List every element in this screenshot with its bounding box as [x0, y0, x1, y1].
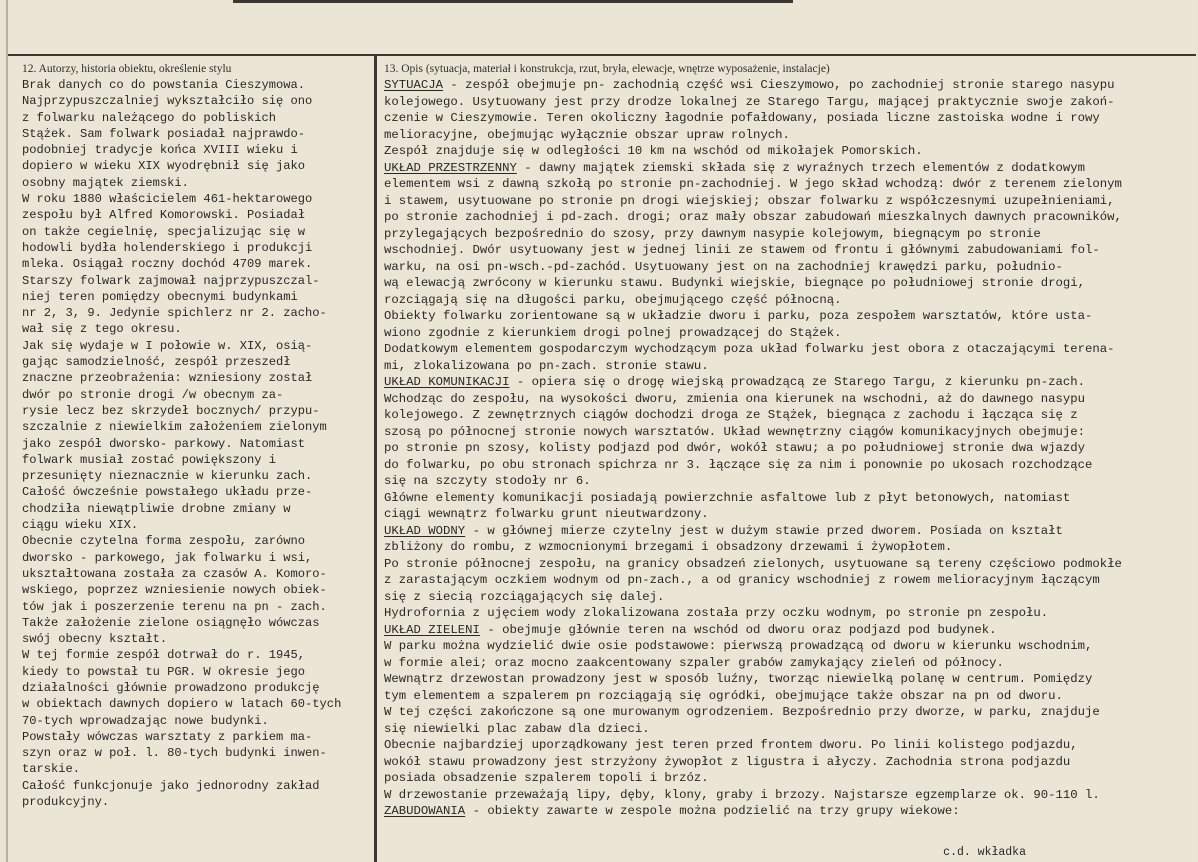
right-text-line	[384, 160, 1196, 177]
right-text-line	[384, 655, 1196, 672]
line-text: - w głównej mierze czytelny jest w dużym stawie przed dworem. Posiada on kształt	[465, 523, 1063, 538]
left-text-line: rysie lecz bez skrzydeł bocznych/ przypu-	[22, 403, 320, 418]
left-text-line: folwark musiał zostać powiększony i	[22, 452, 277, 467]
section-label: UKŁAD WODNY	[384, 523, 466, 538]
line-text: Zespół znajduje się w odległości 10 km na wschód od mikołajek Pomorskich.	[384, 144, 923, 158]
right-text-line	[384, 737, 1196, 754]
left-text-line: gając samodzielność, zespół przeszedł	[22, 355, 291, 370]
right-text-line	[384, 704, 1196, 721]
line-text: warku, na osi pn-wsch.-pd-zachód. Usytuowany jest on na zachodniej krawędzi parku, południo-	[384, 259, 1063, 274]
right-text-line	[384, 787, 1196, 804]
left-text-line: podobniej tradycje końca XVIII wieku i	[22, 143, 298, 158]
right-text-block	[384, 77, 1196, 820]
right-text-line	[384, 407, 1196, 424]
line-text: szosą po północnej stronie nowych warsztatów. Układ wewnętrzny ciągów komunikacyjnych obejmuje:	[384, 424, 1086, 439]
right-text-line	[384, 671, 1196, 688]
right-text-line	[384, 506, 1196, 523]
right-text-line	[384, 358, 1196, 375]
section-label: UKŁAD PRZESTRZENNY	[384, 160, 517, 175]
left-text-line: dopiero w wieku XIX wyodrębnił się jako	[22, 159, 306, 174]
left-text-line: dworsko - parkowego, jak folwarku i wsi,	[22, 550, 313, 565]
left-text-line: kiedy to powstał tu PGR. W okresie jego	[22, 664, 306, 679]
left-text-line: Jak się wydaje w I połowie w. XIX, osią-	[22, 338, 313, 353]
right-heading: 13. Opis (sytuacja, materiał i konstrukcja, rzut, bryła, elewacje, wnętrze wyposażenie, instalacje)	[384, 63, 830, 75]
left-text-line: ukształtowana została za czasów A. Komoro-	[22, 566, 327, 581]
line-text: wiono zgodnie z kierunkiem drogi polnej prowadzącej do Stążek.	[384, 325, 842, 340]
right-text-line	[384, 226, 1196, 243]
right-text-line	[384, 754, 1196, 771]
right-text-line	[384, 143, 1196, 160]
left-text-line: W roku 1880 właścicielem 461-hektarowego	[22, 192, 313, 207]
left-text-line: niej teren pomiędzy obecnymi budynkami	[22, 289, 298, 304]
right-text-line	[384, 259, 1196, 276]
left-text-block	[22, 77, 372, 810]
section-label: UKŁAD ZIELENI	[384, 622, 480, 637]
line-text: Główne elementy komunikacji posiadają powierzchnie asfaltowe lub z płyt betonowych, natomiast	[384, 490, 1071, 505]
line-text: się na szczyty stodoły nr 6.	[384, 474, 591, 488]
line-text: wokół stawu prowadzony jest strzyżony żywopłot z ligustra i ałyczy. Zachodnia strona podjazdu	[384, 754, 1071, 769]
left-text-line: 70-tych wprowadzając nowe budynki.	[22, 713, 269, 728]
left-text-line: Starszy folwark zajmował najprzypuszczal-	[22, 273, 320, 288]
left-text-line: wskiego, poprzez wzniesienie nowych obiek-	[22, 583, 327, 598]
left-text-line: z folwarku należącego do pobliskich	[22, 110, 277, 125]
line-text: W tej części zakończone są one murowanym ogrodzeniem. Bezpośrednio przy dworze, w parku, znajduje	[384, 705, 1100, 719]
section-label: UKŁAD KOMUNIKACJI	[384, 375, 510, 389]
line-text: Wchodząc do zespołu, na wysokości dworu, zmienia ona kierunek na wschodni, aż do dawnego nasypu	[384, 391, 1086, 406]
left-text-line: szczalnie z niewielkim założeniem zielonym	[22, 420, 327, 435]
line-text: się niewielki plac zabaw dla dzieci.	[384, 721, 650, 736]
top-rule	[8, 54, 1196, 56]
left-text-line: osobny majątek ziemski.	[22, 175, 189, 190]
left-text-line: znaczne przeobrażenia: wzniesiony został	[22, 371, 313, 386]
line-text: przylegających bezpośrednio do szosy, przy dawnym nasypie kolejowym, biegnącym po stronie	[384, 226, 1041, 241]
line-text: - obejmuje głównie teren na wschód od dworu oraz podjazd pod budynek.	[479, 622, 997, 637]
left-text-line: mleka. Osiągał roczny dochód 4709 marek.	[22, 257, 313, 272]
left-text-line: przesunięty nieznacznie w kierunku zach.	[22, 469, 313, 484]
left-column	[22, 62, 372, 810]
line-text: Obiekty folwarku zorientowane są w układzie dworu i parku, poza zespołem warsztatów, które usta-	[384, 309, 1093, 323]
line-text: Obecnie najbardziej uporządkowany jest teren przed frontem dworu. Po linii kolistego podjazdu,	[384, 738, 1078, 752]
left-text-line: Brak danych co do powstania Cieszymowa.	[22, 78, 306, 92]
left-text-line: w obiektach dawnych dopiero w latach 60-tych	[22, 697, 342, 712]
right-text-line	[384, 721, 1196, 738]
right-column	[384, 62, 1196, 820]
line-text: tym elementem a szpalerem pn rozciągają się ogródki, obejmujące także obszar na pn od dworu.	[384, 688, 1063, 703]
line-text: - dawny majątek ziemski składa się z wyraźnych trzech elementów z dodatkowym	[516, 160, 1086, 175]
section-label: SYTUACJA	[384, 78, 444, 92]
line-text: się z siecią rozciągających się dalej.	[384, 589, 665, 604]
left-text-line: hodowli bydła holenderskiego i produkcji	[22, 240, 313, 255]
right-text-line	[384, 424, 1196, 441]
line-text: W parku można wydzielić dwie osie podstawowe: pierwszą prowadzącą od dworu w kierunku wschodnim,	[384, 639, 1093, 653]
right-text-line	[384, 209, 1196, 226]
right-text-line	[384, 457, 1196, 474]
right-text-line	[384, 308, 1196, 325]
line-text: Hydrofornia z ujęciem wody zlokalizowana została przy oczku wodnym, po stronie pn zespołu.	[384, 606, 1049, 620]
line-text: w formie alei; oraz mocno zaakcentowany szpaler grabów zamykający zieleń od północy.	[384, 655, 1004, 670]
right-text-line	[384, 770, 1196, 787]
left-text-line: dwór po stronie drogi /w obecnym za-	[22, 387, 284, 402]
left-text-line: Stążek. Sam folwark posiadał najprawdo-	[22, 126, 306, 141]
left-text-line: Powstały wówczas warsztaty z parkiem ma-	[22, 729, 313, 744]
left-text-line: wał się z tego okresu.	[22, 322, 182, 337]
right-text-line	[384, 341, 1196, 358]
right-text-line	[384, 176, 1196, 193]
line-text: czenie w Cieszymowie. Teren okoliczny łagodnie pofałdowany, posiada liczne zastoiska wodne i rowy	[384, 111, 1100, 125]
left-text-line: jako zespół dworsko- parkowy. Natomiast	[22, 436, 306, 451]
left-text-line: zespołu był Alfred Komorowski. Posiadał	[22, 208, 306, 223]
line-text: - obiekty zawarte w zespole można podzielić na trzy grupy wiekowe:	[465, 804, 960, 818]
left-text-line: produkcyjny.	[22, 795, 110, 810]
left-text-line: szyn oraz w poł. l. 80-tych budynki inwen-	[22, 746, 327, 761]
left-heading: 12. Autorzy, historia obiektu, określenie stylu	[22, 63, 232, 75]
left-text-line: tarskie.	[22, 762, 81, 777]
line-text: rozciągają się na długości parku, obejmującego część północną.	[384, 292, 842, 307]
right-text-line	[384, 374, 1196, 391]
right-text-line	[384, 275, 1196, 292]
right-text-line	[384, 391, 1196, 408]
left-text-line: ciągu wieku XIX.	[22, 518, 139, 533]
line-text: z zarastającym oczkiem wodnym od pn-zach., a od granicy wschodniej z rowem melioracyjnym łączącym	[384, 573, 1100, 587]
right-text-line	[384, 440, 1196, 457]
right-text-line	[384, 473, 1196, 490]
line-text: zbliżony do rombu, z wzmocnionymi brzegami i obsadzony drzewami i żywopłotem.	[384, 540, 953, 554]
continuation-note: c.d. wkładka	[943, 846, 1026, 859]
line-text: Dodatkowym elementem gospodarczym wychodzącym poza układ folwarku jest obora z otaczającymi terena-	[384, 342, 1115, 356]
line-text: i stawem, usytuowane po stronie pn drogi wiejskiej; obszar folwarku z współczesnymi uzupełnieniami,	[384, 193, 1115, 208]
right-text-line	[384, 77, 1196, 94]
document-sheet	[6, 0, 1196, 862]
line-text: do folwarku, po obu stronach spichrza nr 3. łączące się za nim i ponownie po ukosach rozchodzące	[384, 457, 1093, 472]
right-text-line	[384, 605, 1196, 622]
right-text-line	[384, 638, 1196, 655]
left-text-line: Najprzypuszczalniej wykształciło się ono	[22, 94, 313, 109]
line-text: melioracyjne, obejmując wyłącznie obszar upraw rolnych.	[384, 127, 790, 142]
line-text: ciągi wewnątrz folwarku grunt nieutwardzony.	[384, 507, 709, 521]
right-text-line	[384, 490, 1196, 507]
right-text-line	[384, 688, 1196, 705]
top-rule-stub	[233, 0, 793, 3]
right-text-line	[384, 622, 1196, 639]
right-text-line	[384, 572, 1196, 589]
right-text-line	[384, 110, 1196, 127]
line-text: posiada obsadzenie szpalerem topoli i brzóz.	[384, 771, 709, 785]
left-text-line: nr 2, 3, 9. Jedynie spichlerz nr 2. zacho-	[22, 306, 327, 321]
line-text: po stronie zachodniej i pd-zach. drogi; oraz mały obszar zabudowań mieszkalnych dawnych pracowników,	[384, 210, 1122, 224]
right-text-line	[384, 193, 1196, 210]
left-text-line: Obecnie czytelna forma zespołu, zarówno	[22, 534, 306, 549]
line-text: po stronie pn szosy, kolisty podjazd pod dwór, wokół stawu; a po południowej stronie dwa wjazdy	[384, 441, 1086, 455]
left-text-line: Także założenie zielone osiągnęło wówczas	[22, 615, 320, 630]
section-label: ZABUDOWANIA	[384, 804, 466, 818]
right-text-line	[384, 242, 1196, 259]
right-text-line	[384, 94, 1196, 111]
right-text-line	[384, 803, 1196, 820]
right-text-line	[384, 556, 1196, 573]
line-text: - zespół obejmuje pn- zachodnią część wsi Cieszymowo, po zachodniej stronie starego nasypu	[443, 78, 1115, 92]
line-text: wą elewacją zwrócony w kierunku stawu. Budynki wiejskie, biegnące po południowej stronie drogi,	[384, 276, 1086, 290]
line-text: Wewnątrz drzewostan prowadzony jest w sposób luźny, tworząc niewielką polanę w centrum. Pomiędzy	[384, 672, 1093, 686]
left-text-line: W tej formie zespół dotrwał do r. 1945,	[22, 648, 306, 663]
left-text-line: tów jak i poszerzenie terenu na pn - zach.	[22, 599, 327, 614]
column-divider	[374, 56, 377, 862]
left-text-line: działalności głównie prowadzono produkcję	[22, 680, 320, 695]
left-text-line: Całość funkcjonuje jako jednorodny zakład	[22, 778, 320, 793]
right-text-line	[384, 292, 1196, 309]
right-text-line	[384, 325, 1196, 342]
line-text: elementem wsi z dawną szkołą po stronie pn-zachodniej. W jego skład wchodzą: dwór z terenem zielonym	[384, 177, 1122, 191]
right-text-line	[384, 127, 1196, 144]
left-text-line: chodziła niewątpliwie drobne zmiany w	[22, 501, 291, 516]
right-text-line	[384, 589, 1196, 606]
left-text-line: swój obecny kształt.	[22, 632, 168, 647]
left-text-line: Całość ówcześnie powstałego układu prze-	[22, 485, 313, 500]
right-text-line	[384, 523, 1196, 540]
line-text: Po stronie północnej zespołu, na granicy obsadzeń zielonych, usytuowane są tereny częściowo podmokłe	[384, 556, 1122, 571]
line-text: kolejowego. Usytuowany jest przy drodze lokalnej ze Starego Targu, mającej praktycznie swoje zakoń-	[384, 94, 1115, 109]
line-text: kolejowego. Z zewnętrznych ciągów dochodzi droga ze Stążek, biegnąca z zachodu i łącząca się z	[384, 408, 1078, 422]
line-text: - opiera się o drogę wiejską prowadzącą ze Starego Targu, z kierunku pn-zach.	[509, 375, 1086, 389]
line-text: mi, zlokalizowana po pn-zach. stronie stawu.	[384, 358, 709, 373]
right-text-line	[384, 539, 1196, 556]
line-text: W drzewostanie przeważają lipy, dęby, klony, graby i brzozy. Najstarsze egzemplarze ok. 90-110 l.	[384, 787, 1100, 802]
line-text: wschodniej. Dwór usytuowany jest w jednej linii ze stawem od frontu i głównymi zabudowaniami fol-	[384, 243, 1100, 257]
left-text-line: on także cegielnię, specjalizując się w	[22, 224, 306, 239]
